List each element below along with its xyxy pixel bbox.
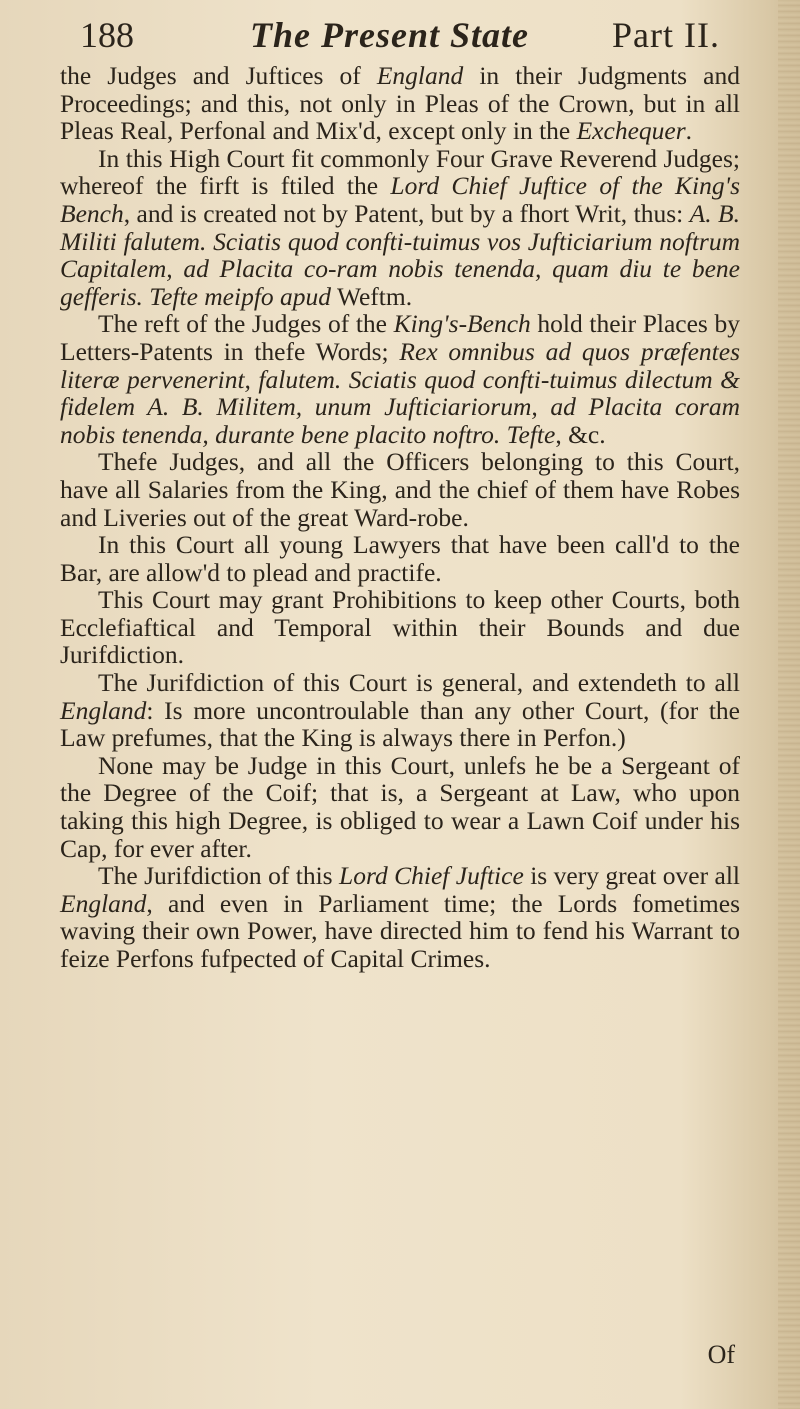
text-run: . (685, 116, 693, 146)
text-run: The Jurifdiction of this Court is general, and extendeth to all (98, 668, 740, 698)
text-run: Thefe Judges, and all the Officers belonging to this Court, have all Salaries from the King, and the chief of them have Robes and Liveries out of the great Ward-robe. (60, 447, 740, 532)
paragraph-p4 (60, 448, 740, 531)
paragraph-p3 (60, 310, 740, 448)
page-edge (778, 0, 800, 1409)
text-run: The reft of the Judges of the (98, 309, 394, 339)
paragraph-p9 (60, 862, 740, 972)
text-run: In this High Court fit commonly Four Grave Reverend Judges; whereof the firft is ftiled the (60, 143, 740, 201)
paragraph-p5 (60, 531, 740, 586)
text-run: , and even in Parliament time; the Lords fometimes waving their own Power, have directed him to fend his Warrant to feize Perfons fufpected of Capital Crimes. (60, 888, 740, 973)
italic-text: England (60, 695, 147, 725)
italic-text: King's-Bench (393, 309, 531, 339)
italic-text: Rex omnibus ad quos præfentes literæ pervenerint, falutem. Sciatis quod confti-tuimus dilectum & fidelem A. B. Militem, unum Jufticiariorum, ad Placita coram nobis tenenda, durante bene placito noftro. Tefte (60, 336, 740, 449)
italic-text: England (60, 888, 147, 918)
italic-text: Exchequer (576, 116, 686, 146)
catchword: Of (707, 1340, 735, 1369)
paragraph-p2 (60, 145, 740, 311)
text-run: the Judges and Juftices of (60, 61, 377, 90)
italic-text: A. B. Militi falutem. Sciatis quod confti-tuimus vos Jufticiarium noftrum Capitalem, ad Placita co-ram nobis tenenda, quam diu te bene gefferis. Tefte meipfo apud (60, 198, 741, 311)
running-title: The Present State (250, 15, 529, 55)
text-run: Weftm. (331, 281, 413, 311)
paragraph-p7 (60, 669, 740, 752)
italic-text: England (376, 61, 464, 90)
text-run: : Is more uncontroulable than any other Court, (for the Law prefumes, that the King is always there in Perfon.) (60, 695, 740, 753)
paragraph-p6 (60, 586, 740, 669)
text-run: None may be Judge in this Court, unlefs he be a Sergeant of the Degree of the Coif; that is, a Sergeant at Law, who upon taking this high Degree, is obliged to wear a Lawn Coif under his Cap, for ever after. (60, 750, 740, 863)
part-label: Part II. (612, 15, 720, 55)
paragraph-p1 (60, 62, 740, 145)
page-body (60, 62, 740, 973)
text-run: is very great over all (523, 861, 741, 891)
text-run: The Jurifdiction of this (98, 861, 340, 891)
italic-text: Lord Chief Juftice (339, 861, 524, 891)
text-run: hold their Places by Letters-Patents in thefe Words; (60, 309, 740, 366)
text-run: This Court may grant Prohibitions to keep other Courts, both Ecclefiaftical and Temporal within their Bounds and due Jurifdiction. (60, 585, 740, 670)
paragraph-p8 (60, 752, 740, 862)
page-number: 188 (80, 15, 134, 55)
text-run: , &c. (555, 419, 606, 449)
text-run: in their Judgments and Proceedings; and this, not only in Pleas of the Crown, but in all Pleas Real, Perfonal and Mix'd, except only in the (60, 61, 740, 146)
italic-text: Lord Chief Juftice of the King's Bench (60, 171, 740, 228)
text-run: , and is created not by Patent, but by a fhort Writ, thus: (123, 198, 690, 228)
text-run: In this Court all young Lawyers that have been call'd to the Bar, are allow'd to plead and practife. (60, 530, 740, 587)
